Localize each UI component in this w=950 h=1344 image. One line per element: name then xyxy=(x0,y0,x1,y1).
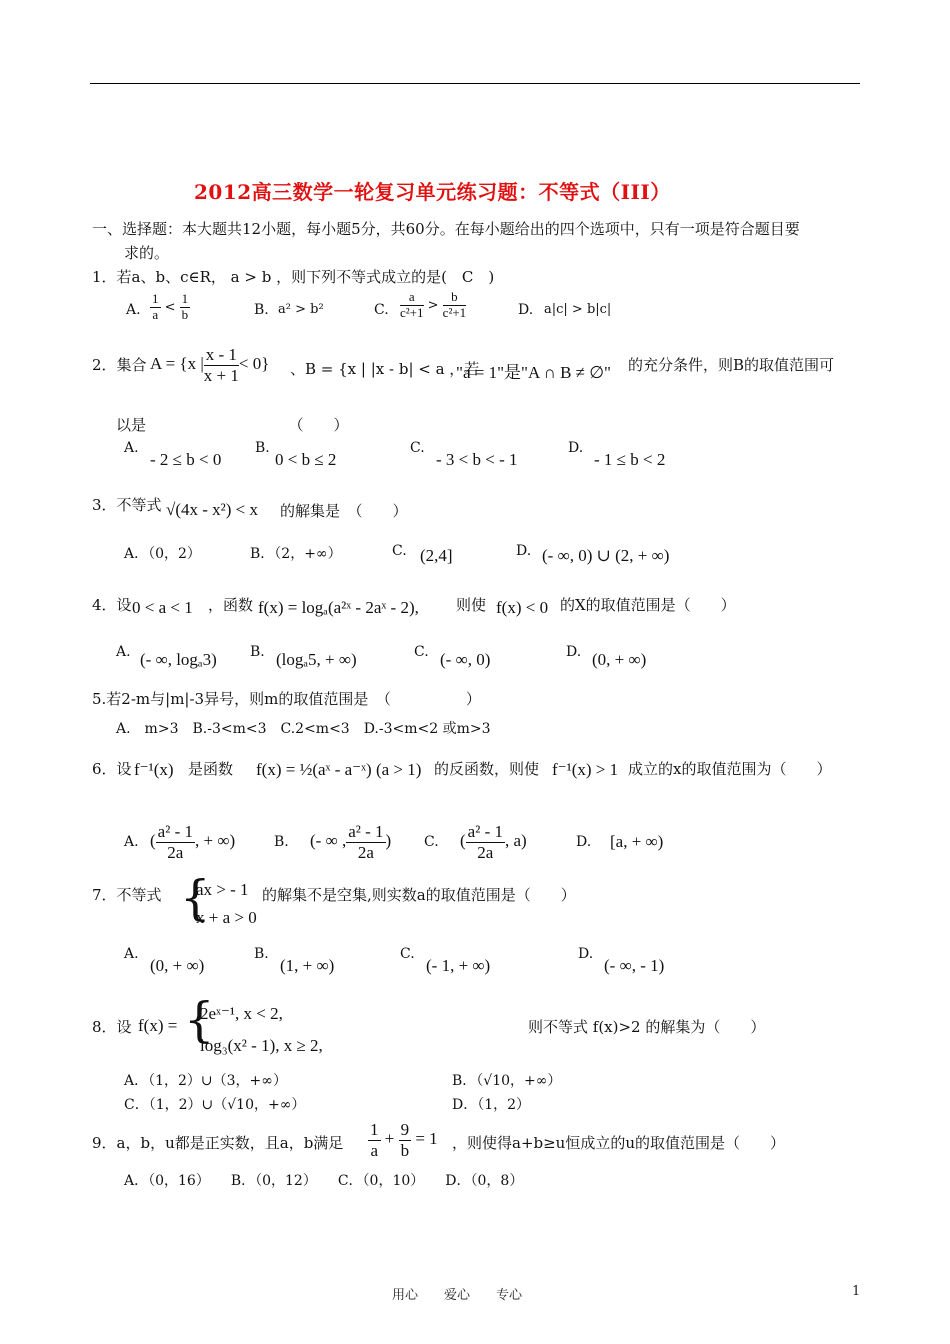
header-rule xyxy=(90,83,860,84)
q4-mid2: 则使 xyxy=(456,596,487,614)
q7-suffix: 的解集不是空集,则实数a的取值范围是（ ） xyxy=(262,886,576,904)
q8-option-d: D．（1，2） xyxy=(452,1097,531,1113)
q2-option-b: 0 < b ≤ 2 xyxy=(275,450,337,469)
page-number: 1 xyxy=(852,1284,861,1299)
q2-line2: 以是 （ ） xyxy=(116,416,349,434)
q6-option-b-label: B. xyxy=(274,834,289,850)
q8-option-b: B．（√10，+∞） xyxy=(452,1073,562,1089)
question-6-prefix: 6．设 xyxy=(92,760,132,778)
q7-system-line1: ax > - 1 xyxy=(196,880,249,899)
q6-inequality: f⁻¹(x) > 1 xyxy=(552,760,619,779)
question-7-prefix: 7．不等式 xyxy=(92,886,162,904)
q4-option-a-label: A. xyxy=(116,644,131,660)
q6-option-d: [a, + ∞) xyxy=(610,832,664,851)
q4-option-d-label: D. xyxy=(566,644,582,660)
q1-option-c: $\frac{a}{\text{c²+1}}$ > $\frac{b}{\text{c²+1}}$ xyxy=(400,289,467,320)
q6-inverse: f⁻¹(x) xyxy=(134,760,174,779)
q4-condition: 0 < a < 1 xyxy=(132,598,193,617)
q7-brace: { xyxy=(180,870,211,926)
q2-option-c: - 3 < b < - 1 xyxy=(436,450,518,469)
q7-option-d: (- ∞, - 1) xyxy=(604,956,665,975)
q7-option-c-label: C. xyxy=(400,946,415,962)
q9-suffix: ，则使得a+b≥u恒成立的u的取值范围是（ ） xyxy=(452,1134,786,1152)
q4-option-b-label: B. xyxy=(250,644,265,660)
q2-option-c-label: C. xyxy=(410,440,425,456)
q7-option-a: (0, + ∞) xyxy=(150,956,205,975)
q6-mid: 是函数 xyxy=(188,760,234,778)
q2-option-a-label: A. xyxy=(124,440,139,456)
q4-option-b: (logₐ5, + ∞) xyxy=(276,650,357,669)
q1-option-b-label: B. xyxy=(254,302,269,318)
q4-option-d: (0, + ∞) xyxy=(592,650,647,669)
q4-option-c: (- ∞, 0) xyxy=(440,650,491,669)
section-heading-line1: 一、选择题：本大题共12小题，每小题5分，共60分。在每小题给出的四个选项中，只有一项是符合题目要 xyxy=(92,220,800,238)
q8-option-a: A．（1，2）∪（3，+∞） xyxy=(124,1073,287,1089)
q2-option-d: - 1 ≤ b < 2 xyxy=(594,450,666,469)
question-1-stem: 1．若a、b、c∈R， a > b ，则下列不等式成立的是( C ) xyxy=(92,268,495,286)
q6-option-c: ( $\frac{\text{a² - 1}}{2a}$ , a) xyxy=(460,822,527,862)
q6-mid2: 的反函数，则使 xyxy=(434,760,540,778)
q9-condition: $\frac{1}{a}$ + $\frac{9}{b}$ = 1 xyxy=(370,1120,438,1160)
q1-option-c-label: C. xyxy=(374,302,389,318)
q2-option-b-label: B. xyxy=(255,440,270,456)
q7-option-b: (1, + ∞) xyxy=(280,956,335,975)
q3-option-d-label: D. xyxy=(516,543,532,559)
q7-system-line2: x + a > 0 xyxy=(196,908,257,927)
q6-option-a: ( $\frac{\text{a² - 1}}{2a}$ , + ∞) xyxy=(150,822,236,862)
question-4-prefix: 4．设 xyxy=(92,596,132,614)
question-2-prefix: 2．集合 xyxy=(92,356,147,374)
q8-function-label: f(x) = xyxy=(138,1016,178,1035)
footer-slogan: 用心 爱心 专心 xyxy=(392,1288,523,1303)
q4-mid: ，函数 xyxy=(208,596,254,614)
q7-option-b-label: B. xyxy=(254,946,269,962)
q2-option-d-label: D. xyxy=(568,440,584,456)
q6-option-a-label: A. xyxy=(124,834,139,850)
q3-option-c-label: C. xyxy=(392,543,407,559)
q2-set-a: A = {x | $\frac{x - 1}{x + 1}$ < 0} xyxy=(150,345,270,385)
q4-function: f(x) = logₐ(a²ˣ - 2aˣ - 2), xyxy=(258,598,419,617)
q8-brace: { xyxy=(184,992,215,1048)
q3-option-d: (- ∞, 0) ∪ (2, + ∞) xyxy=(542,546,670,565)
q5-options: A. m>3 B.-3<m<3 C.2<m<3 D.-3<m<2 或m>3 xyxy=(116,721,491,737)
q8-option-c: C．（1，2）∪（√10，+∞） xyxy=(124,1097,306,1113)
section-heading-line2: 求的。 xyxy=(124,244,170,262)
q8-case-1: 2eˣ⁻¹, x < 2, xyxy=(200,1004,283,1023)
q4-suffix: 的X的取值范围是（ ） xyxy=(560,596,736,614)
q6-suffix: 成立的x的取值范围为（ ） xyxy=(628,760,832,778)
q9-options: A．（0，16） B．（0，12） C．（0，10） D．（0，8） xyxy=(124,1173,524,1189)
q1-option-a: $\frac{1}{a}$ < $\frac{1}{b}$ xyxy=(152,291,189,322)
q8-suffix: 则不等式 f(x)>2 的解集为（ ） xyxy=(528,1018,766,1036)
q3-option-b: B．（2，+∞） xyxy=(250,546,342,562)
q8-case-2: log₃(x² - 1), x ≥ 2, xyxy=(200,1036,323,1055)
q6-option-b: (- ∞ , $\frac{\text{a² - 1}}{2a}$ ) xyxy=(310,822,392,862)
q1-option-d: a|c| > b|c| xyxy=(544,302,612,317)
q4-inequality: f(x) < 0 xyxy=(496,598,549,617)
question-5-stem: 5.若2-m与|m|-3异号，则m的取值范围是 （ ） xyxy=(92,690,481,708)
q6-option-d-label: D. xyxy=(576,834,592,850)
q2-set-b: 、B = {x | |x - b| < a ，若 xyxy=(290,360,480,378)
question-8-prefix: 8．设 xyxy=(92,1018,132,1036)
question-9-prefix: 9．a，b，u都是正实数，且a，b满足 xyxy=(92,1134,344,1152)
q3-option-a: A．（0，2） xyxy=(124,546,201,562)
q2-suffix: 的充分条件，则B的取值范围可 xyxy=(628,356,835,374)
q7-option-c: (- 1, + ∞) xyxy=(426,956,491,975)
q3-suffix: 的解集是 （ ） xyxy=(280,502,408,520)
q7-option-d-label: D. xyxy=(578,946,594,962)
q6-option-c-label: C. xyxy=(424,834,439,850)
question-3-prefix: 3．不等式 xyxy=(92,496,162,514)
q2-condition: "a = 1"是"A ∩ B ≠ ∅" xyxy=(456,363,611,382)
q1-option-b: a² > b² xyxy=(278,302,324,317)
q3-inequality: √(4x - x²) < x xyxy=(166,500,258,519)
document-title: 2012高三数学一轮复习单元练习题：不等式（III） xyxy=(194,180,671,204)
q1-option-d-label: D. xyxy=(518,302,534,318)
q2-option-a: - 2 ≤ b < 0 xyxy=(150,450,222,469)
q6-function: f(x) = ½(aˣ - a⁻ˣ) (a > 1) xyxy=(256,760,422,779)
q3-option-c: (2,4] xyxy=(420,546,453,565)
q1-option-a-label: A. xyxy=(126,302,141,318)
q4-option-c-label: C. xyxy=(414,644,429,660)
q4-option-a: (- ∞, logₐ3) xyxy=(140,650,217,669)
q7-option-a-label: A. xyxy=(124,946,139,962)
